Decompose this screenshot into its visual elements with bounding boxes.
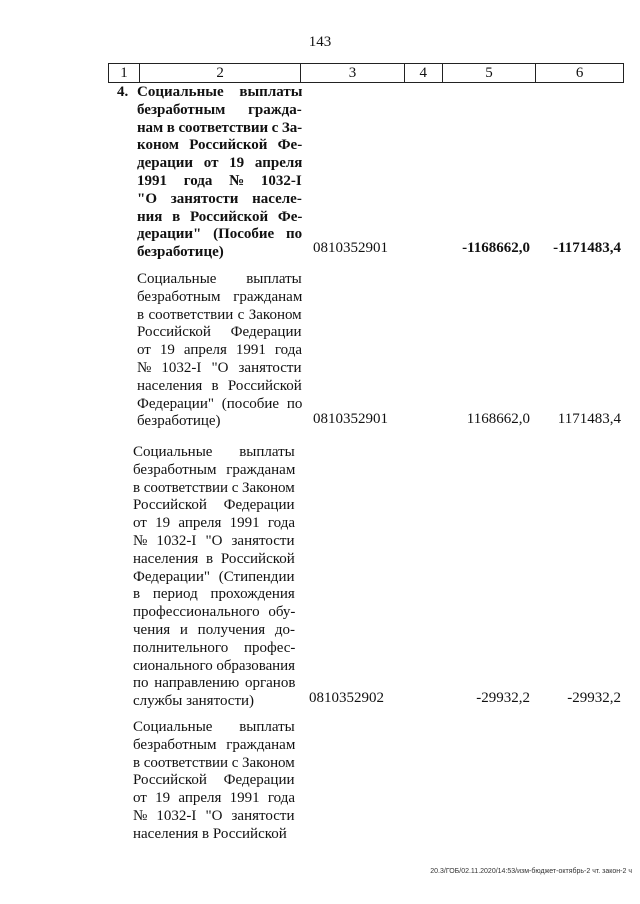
description-line: сионального образования — [133, 657, 296, 674]
document-footer: 20.3/ГОБ/02.11.2020/14:53/изм-бюджет-октябрь-2 чт. закон-2 ч — [430, 868, 632, 875]
row-number: 4. — [117, 84, 129, 100]
row-value-col5: -1168662,0 — [462, 240, 530, 256]
column-header-4: 4 — [405, 64, 443, 82]
description-line: Федерации" (пособие по — [137, 395, 303, 412]
row-value-col6: -1171483,4 — [553, 240, 621, 256]
row-description — [137, 84, 302, 262]
row-value-col5: 1168662,0 — [466, 411, 530, 427]
description-line: населения в Российской — [137, 377, 302, 394]
description-line: по направлению органов — [133, 675, 296, 692]
description-line: в соответствии с Законом — [133, 479, 295, 496]
row-value-col6: -29932,2 — [567, 690, 621, 706]
column-header-3: 3 — [301, 64, 405, 82]
description-line: Российской Федерации — [137, 324, 302, 341]
description-line: Социальные выплаты — [137, 271, 302, 287]
description-line: 1991 года № 1032-I — [137, 172, 302, 189]
description-line: Социальные выплаты — [133, 444, 295, 460]
column-header-6: 6 — [575, 65, 584, 81]
description-line: безработице) — [137, 244, 224, 261]
row-description — [133, 719, 295, 844]
description-line: Федерации" (Стипендии — [133, 568, 295, 585]
description-line: безработным гражданам — [137, 288, 303, 305]
description-line: безработным гражданам — [133, 461, 296, 478]
description-line: профессионального обу- — [133, 604, 296, 621]
description-line: в соответствии с Законом — [133, 754, 295, 771]
row-code: 0810352902 — [309, 690, 384, 706]
description-line: от 19 апреля 1991 года — [137, 342, 303, 359]
column-header-2: 2 — [140, 64, 301, 82]
description-line: в соответствии с Законом — [137, 306, 302, 323]
row-value-col6: 1171483,4 — [557, 411, 621, 427]
description-line: коном Российской Фе- — [137, 137, 303, 154]
row-description — [133, 444, 295, 711]
table-header-row — [108, 63, 624, 83]
description-line: от 19 апреля 1991 года — [133, 790, 296, 807]
description-line: населения в Российской — [133, 825, 287, 842]
description-line: безработице) — [137, 413, 221, 430]
column-header-5: 5 — [443, 64, 537, 82]
description-line: дерации" (Пособие по — [137, 226, 303, 243]
description-line: Социальные выплаты — [137, 84, 303, 100]
row-code: 0810352901 — [313, 240, 388, 256]
description-line: населения в Российской — [133, 550, 295, 567]
description-line: № 1032-I "О занятости — [133, 807, 295, 824]
description-line: безработным гражданам — [133, 736, 296, 753]
description-line: службы занятости) — [133, 693, 255, 710]
row-code: 0810352901 — [313, 411, 388, 427]
description-line: в период прохождения — [133, 586, 295, 603]
description-line: ния в Российской Фе- — [137, 208, 303, 225]
row-value-col5: -29932,2 — [476, 690, 530, 706]
description-line: безработным гражда- — [137, 101, 302, 118]
description-line: № 1032-I "О занятости — [137, 359, 302, 376]
description-line: чения и получения до- — [133, 621, 296, 638]
description-line: Российской Федерации — [133, 497, 295, 514]
description-line: от 19 апреля 1991 года — [133, 515, 296, 532]
description-line: Социальные выплаты — [133, 719, 295, 735]
row-description — [137, 271, 302, 431]
description-line: нам в соответствии с За- — [137, 119, 303, 136]
column-header-1: 1 — [109, 64, 140, 82]
description-line: "О занятости населе- — [137, 190, 302, 207]
description-line: № 1032-I "О занятости — [133, 532, 295, 549]
description-line: Российской Федерации — [133, 772, 295, 789]
page-number: 143 — [308, 34, 332, 50]
description-line: дерации от 19 апреля — [137, 155, 303, 172]
description-line: полнительного профес- — [133, 639, 296, 656]
